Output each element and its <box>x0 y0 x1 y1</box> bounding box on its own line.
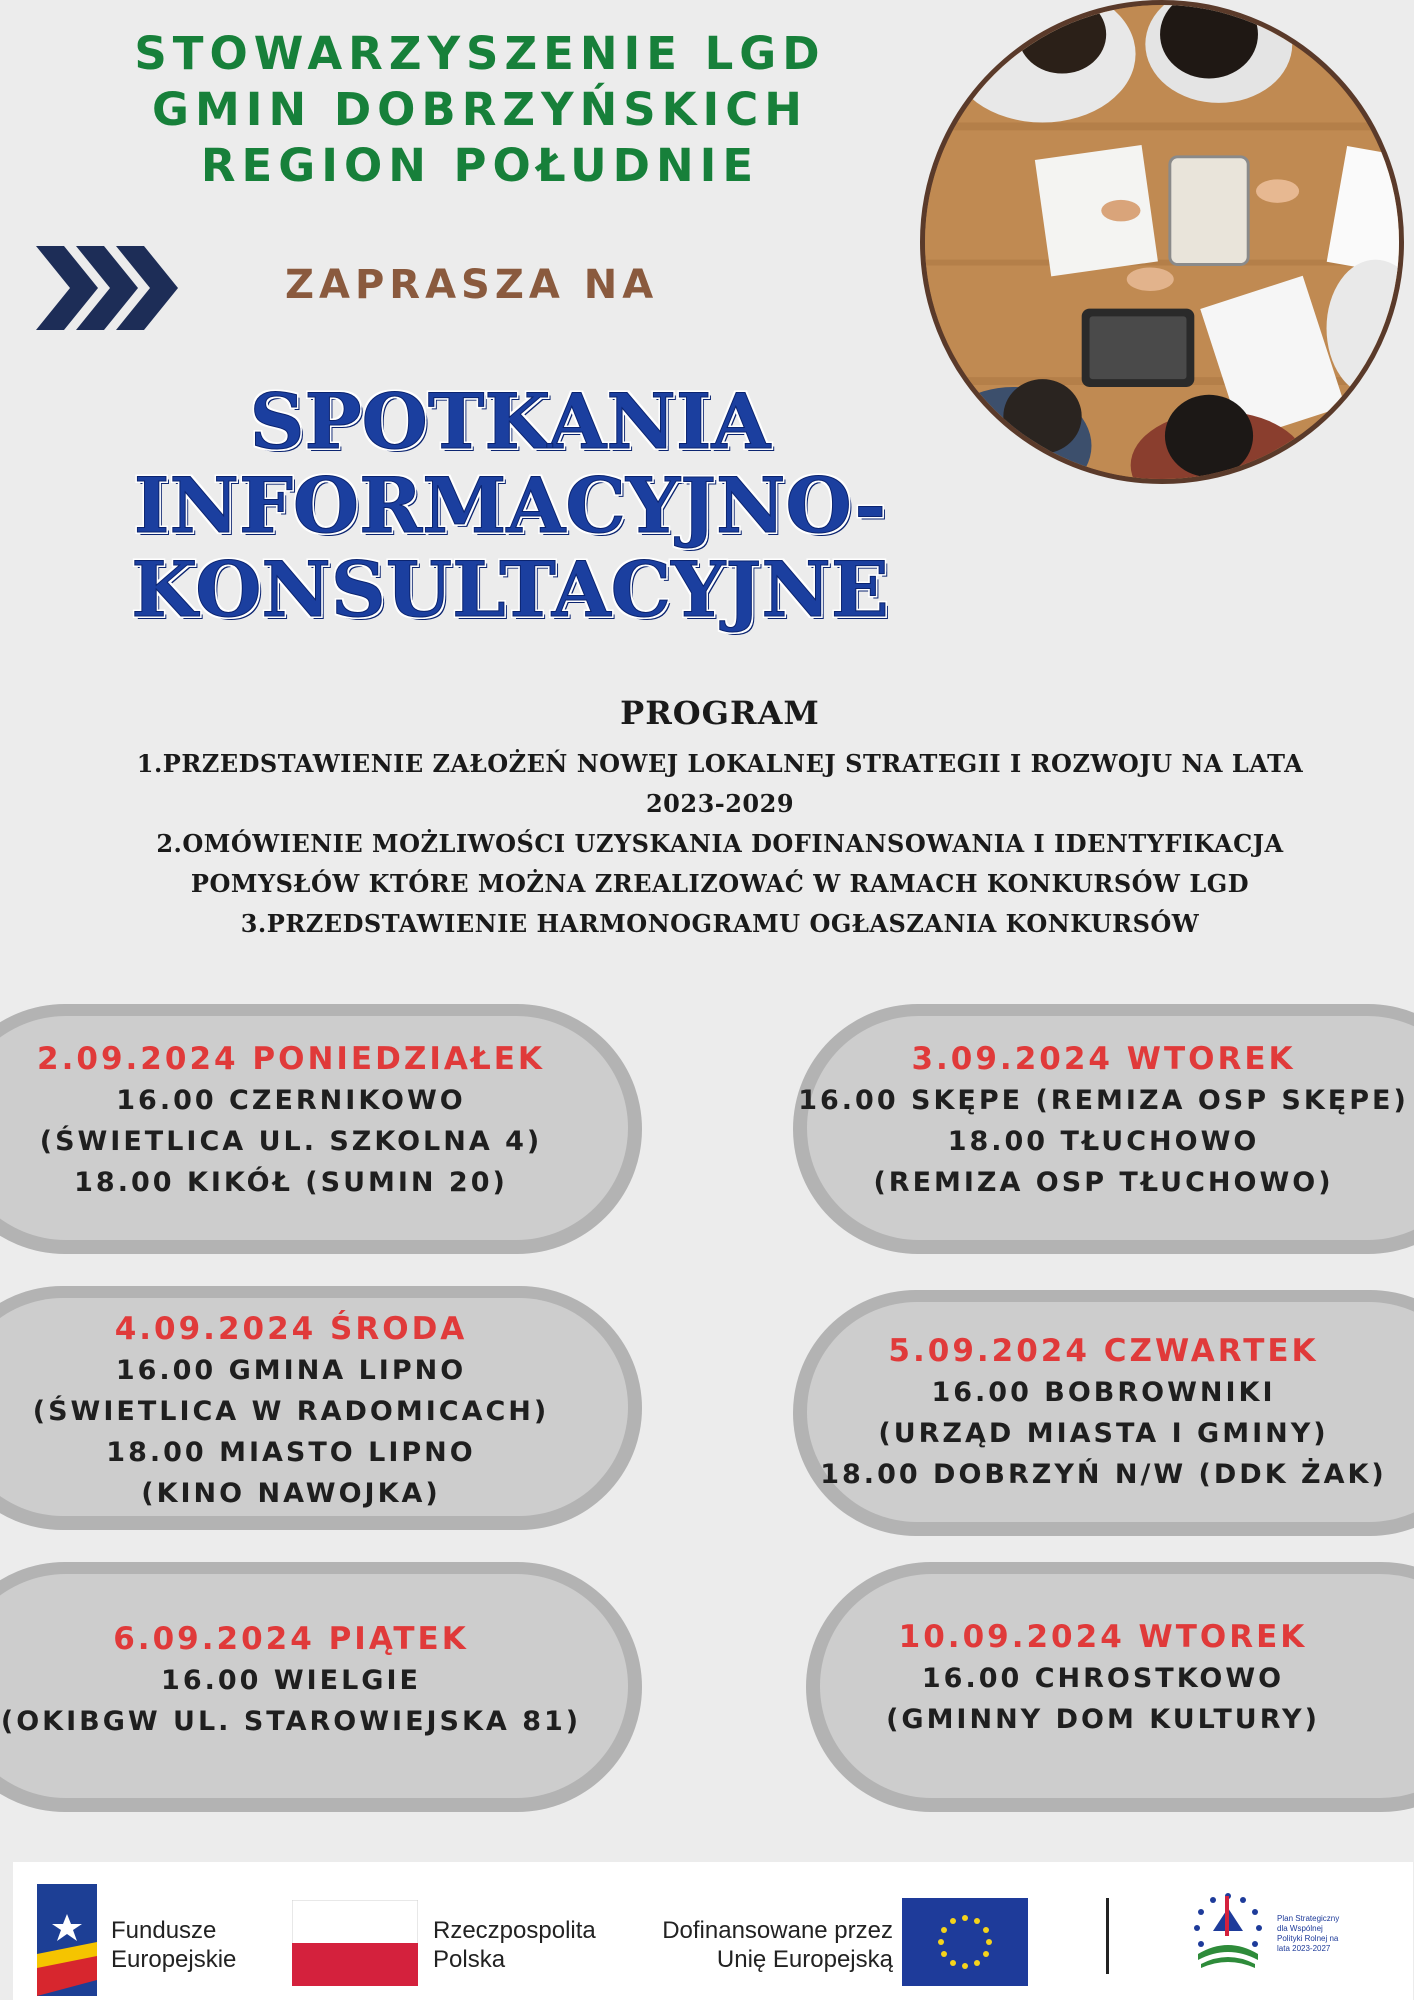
fundusze-line-1: Fundusze <box>111 1917 217 1944</box>
footer-divider <box>1106 1898 1109 1974</box>
meeting-date: 3.09.2024 WTOREK <box>911 1041 1296 1077</box>
meeting-date: 5.09.2024 CZWARTEK <box>888 1333 1319 1369</box>
meeting-detail: 16.00 WIELGIE <box>161 1665 421 1696</box>
meeting-detail: (URZĄD MIASTA I GMINY) <box>878 1418 1329 1449</box>
program-line: 3.PRZEDSTAWIENIE HARMONOGRAMU OGŁASZANIA KONKURSÓW <box>240 909 1200 938</box>
rzeczpospolita-text <box>433 1916 596 1974</box>
program-section <box>50 694 1390 944</box>
program-title: PROGRAM <box>620 694 820 732</box>
rzeczpospolita-line-2: Polska <box>433 1946 506 1973</box>
meeting-detail: 18.00 TŁUCHOWO <box>947 1126 1260 1157</box>
meeting-detail: (ŚWIETLICA UL. SZKOLNA 4) <box>39 1126 543 1157</box>
plan-strategiczny-logo <box>1183 1886 1273 1976</box>
meeting-card-4 <box>793 1290 1414 1536</box>
meeting-detail: 18.00 DOBRZYŃ N/W (DDK ŻAK) <box>820 1459 1387 1490</box>
funding-logos-bar <box>13 1862 1413 2000</box>
meeting-detail: (GMINNY DOM KULTURY) <box>886 1704 1320 1735</box>
fundusze-line-2: Europejskie <box>111 1946 237 1973</box>
meeting-date: 2.09.2024 PONIEDZIAŁEK <box>37 1041 545 1077</box>
program-line: 2.OMÓWIENIE MOŻLIWOŚCI UZYSKANIA DOFINANSOWANIA I IDENTYFIKACJA <box>156 829 1284 858</box>
meeting-detail: 18.00 KIKÓŁ (SUMIN 20) <box>74 1167 508 1198</box>
eu-cofinancing-text <box>643 1916 893 1974</box>
headline-line-2: INFORMACYJNO- <box>133 461 887 550</box>
program-line: 2023-2029 <box>645 789 795 818</box>
program-line: 1.PRZEDSTAWIENIE ZAŁOŻEŃ NOWEJ LOKALNEJ STRATEGII I ROZWOJU NA LATA <box>136 749 1304 778</box>
polish-flag-icon <box>292 1900 418 1986</box>
meeting-card-1 <box>0 1004 642 1254</box>
meeting-date: 6.09.2024 PIĄTEK <box>113 1621 469 1657</box>
meeting-detail: (REMIZA OSP TŁUCHOWO) <box>873 1167 1334 1198</box>
plan-strategiczny-text: Plan Strategiczny dla Wspólnej Polityki Rolnej na lata 2023-2027 <box>1277 1914 1340 1953</box>
eu-line-1: Dofinansowane przez <box>662 1917 893 1944</box>
meeting-detail: (KINO NAWOJKA) <box>141 1478 441 1509</box>
meeting-card-5 <box>0 1562 642 1812</box>
headline-line-1: SPOTKANIA <box>249 377 771 466</box>
organization-line-1: STOWARZYSZENIE LGD <box>134 27 826 80</box>
headline <box>60 377 960 634</box>
organization-line-3: REGION POŁUDNIE <box>200 139 760 192</box>
meeting-detail: (ŚWIETLICA W RADOMICACH) <box>32 1396 550 1427</box>
meeting-detail: (OKIBGW UL. STAROWIEJSKA 81) <box>0 1706 582 1737</box>
meeting-card-6 <box>806 1562 1414 1812</box>
rzeczpospolita-line-1: Rzeczpospolita <box>433 1917 596 1944</box>
organization-line-2: GMIN DOBRZYŃSKICH <box>152 83 808 136</box>
headline-line-3: KONSULTACYJNE <box>131 545 889 634</box>
eu-line-2: Unię Europejską <box>716 1946 893 1973</box>
organization-name <box>80 26 880 194</box>
meeting-detail: 16.00 CHROSTKOWO <box>921 1663 1285 1694</box>
meeting-card-2 <box>793 1004 1414 1254</box>
meeting-card-3 <box>0 1286 642 1530</box>
meeting-detail: 16.00 GMINA LIPNO <box>115 1355 467 1386</box>
fundusze-text <box>111 1916 236 1974</box>
chevrons-icon <box>36 246 178 330</box>
meeting-detail: 16.00 BOBROWNIKI <box>931 1377 1276 1408</box>
meeting-photo <box>920 0 1404 484</box>
meeting-detail: 18.00 MIASTO LIPNO <box>106 1437 476 1468</box>
meeting-detail: 16.00 SKĘPE (REMIZA OSP SKĘPE) <box>798 1085 1409 1116</box>
meeting-date: 10.09.2024 WTOREK <box>898 1619 1308 1655</box>
fundusze-europejskie-logo <box>37 1884 97 1996</box>
eu-flag-icon <box>902 1898 1028 1986</box>
program-line: POMYSŁÓW KTÓRE MOŻNA ZREALIZOWAĆ W RAMACH KONKURSÓW LGD <box>190 869 1250 898</box>
meeting-detail: 16.00 CZERNIKOWO <box>116 1085 466 1116</box>
invite-text: ZAPRASZA NA <box>285 262 659 308</box>
meeting-date: 4.09.2024 ŚRODA <box>114 1311 468 1347</box>
